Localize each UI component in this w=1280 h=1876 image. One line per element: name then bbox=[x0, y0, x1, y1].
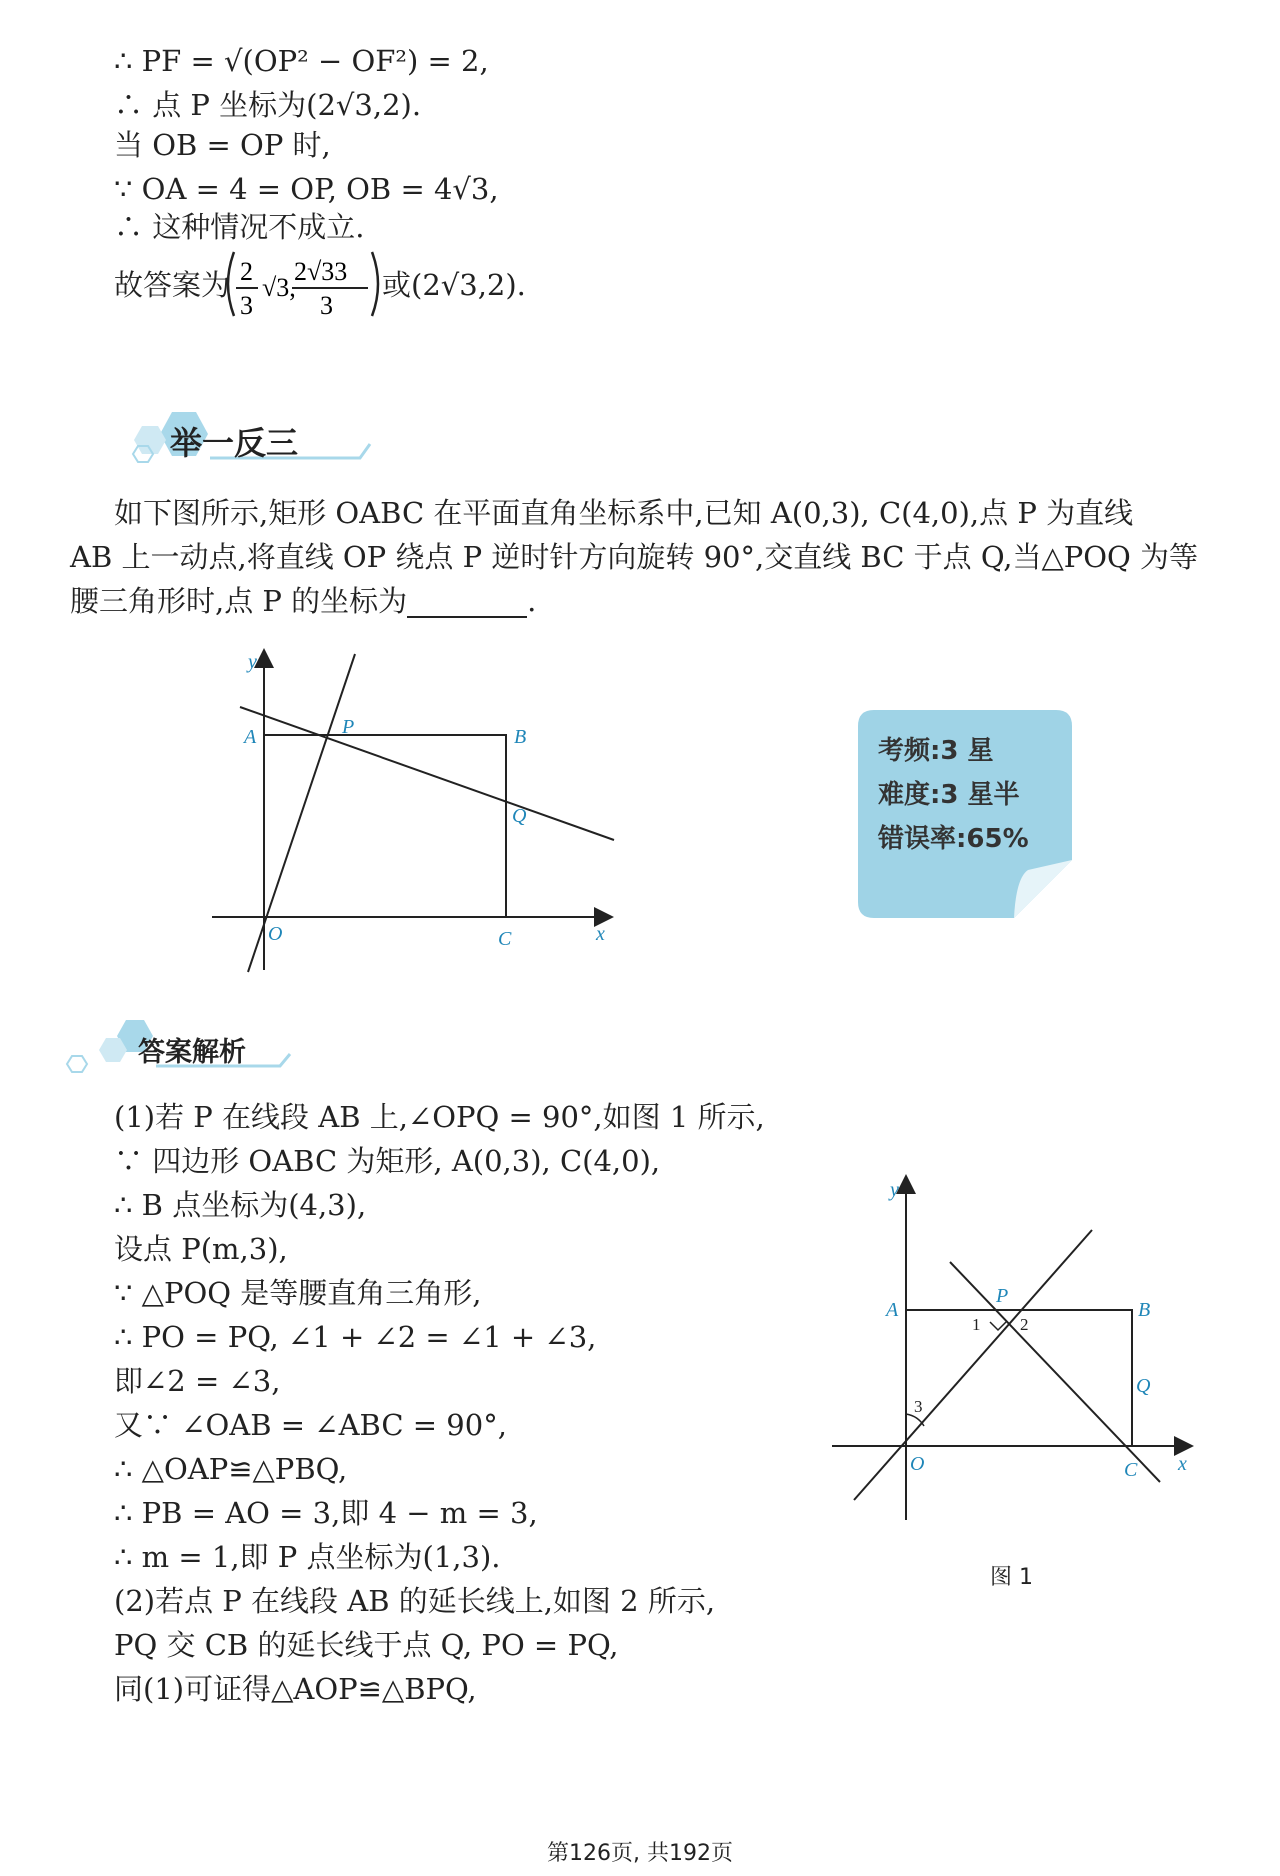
problem-line-3-text: 腰三角形时,点 P 的坐标为 bbox=[70, 584, 408, 618]
label-y: y bbox=[890, 1179, 899, 1201]
analysis-line-8: 又∵ ∠OAB = ∠ABC = 90°, bbox=[114, 1408, 507, 1442]
solution-line-3: 当 OB = OP 时, bbox=[114, 128, 331, 162]
analysis-line-5: ∵ △POQ 是等腰直角三角形, bbox=[114, 1276, 482, 1310]
label-x: x bbox=[596, 923, 605, 945]
analysis-line-4: 设点 P(m,3), bbox=[114, 1232, 288, 1266]
label-C: C bbox=[498, 928, 512, 950]
solution-line-4: ∵ OA = 4 = OP, OB = 4√3, bbox=[114, 172, 499, 206]
label-O: O bbox=[268, 923, 283, 945]
solution-line-2: ∴ 点 P 坐标为(2√3,2). bbox=[114, 88, 422, 122]
right-paren bbox=[372, 252, 378, 316]
figure-top bbox=[200, 640, 640, 980]
label-P: P bbox=[996, 1285, 1009, 1307]
label-O: O bbox=[910, 1453, 925, 1475]
frac1-tail: √3, bbox=[262, 273, 296, 302]
figure-1-caption: 图 1 bbox=[990, 1565, 1033, 1590]
practice-title: 举一反三 bbox=[170, 424, 299, 462]
frac2-den: 3 bbox=[320, 291, 333, 320]
page-footer: 第126页, 共192页 bbox=[547, 1841, 733, 1866]
rectangle-OABC bbox=[264, 735, 506, 917]
analysis-line-12: (2)若点 P 在线段 AB 的延长线上,如图 2 所示, bbox=[114, 1584, 716, 1618]
stat-difficulty: 难度:3 星半 bbox=[878, 780, 1020, 810]
rectangle-OABC bbox=[906, 1310, 1132, 1446]
analysis-line-7: 即∠2 = ∠3, bbox=[114, 1364, 281, 1398]
solution-line-1: ∴ PF = √(OP² − OF²) = 2, bbox=[114, 44, 489, 78]
label-P: P bbox=[342, 716, 355, 738]
label-y: y bbox=[248, 651, 257, 673]
label-angle-2: 2 bbox=[1020, 1315, 1029, 1334]
figure-1 bbox=[820, 1170, 1200, 1530]
label-angle-3: 3 bbox=[914, 1397, 923, 1416]
stat-frequency: 考频:3 星 bbox=[878, 736, 994, 766]
analysis-line-13: PQ 交 CB 的延长线于点 Q, PO = PQ, bbox=[114, 1628, 619, 1662]
analysis-line-11: ∴ m = 1,即 P 点坐标为(1,3). bbox=[114, 1540, 501, 1574]
left-paren bbox=[228, 252, 234, 316]
problem-line-2: AB 上一动点,将直线 OP 绕点 P 逆时针方向旋转 90°,交直线 BC 于点 Q,当△POQ 为等 bbox=[70, 540, 1199, 574]
answer-blank[interactable] bbox=[407, 590, 527, 618]
frac1-den: 3 bbox=[240, 291, 253, 320]
analysis-line-14: 同(1)可证得△AOP≌△BPQ, bbox=[114, 1672, 477, 1706]
problem-line-3 bbox=[70, 584, 536, 618]
analysis-line-9: ∴ △OAP≌△PBQ, bbox=[114, 1452, 348, 1486]
line-PQ bbox=[950, 1262, 1160, 1482]
solution-line-5: ∴ 这种情况不成立. bbox=[114, 210, 365, 244]
label-angle-1: 1 bbox=[972, 1315, 981, 1334]
problem-end: . bbox=[527, 584, 537, 618]
frac2-num: 2√33 bbox=[294, 257, 348, 286]
label-A: A bbox=[886, 1299, 899, 1321]
final-answer-prefix: 故答案为 bbox=[114, 268, 231, 302]
problem-line-1: 如下图所示,矩形 OABC 在平面直角坐标系中,已知 A(0,3), C(4,0),点 P 为直线 bbox=[114, 496, 1134, 530]
label-A: A bbox=[244, 726, 257, 748]
line-PQ bbox=[240, 707, 614, 840]
analysis-line-2: ∵ 四边形 OABC 为矩形, A(0,3), C(4,0), bbox=[114, 1144, 661, 1178]
label-C: C bbox=[1124, 1459, 1138, 1481]
stat-error-rate: 错误率:65% bbox=[878, 824, 1029, 854]
label-Q: Q bbox=[1136, 1375, 1151, 1397]
analysis-line-1: (1)若 P 在线段 AB 上,∠OPQ = 90°,如图 1 所示, bbox=[114, 1100, 765, 1134]
analysis-line-3: ∴ B 点坐标为(4,3), bbox=[114, 1188, 367, 1222]
label-B: B bbox=[1138, 1299, 1151, 1321]
analysis-line-6: ∴ PO = PQ, ∠1 + ∠2 = ∠1 + ∠3, bbox=[114, 1320, 597, 1354]
line-OP bbox=[854, 1230, 1092, 1500]
hex-icon-outline bbox=[67, 1056, 87, 1072]
frac1-num: 2 bbox=[240, 257, 253, 286]
label-B: B bbox=[514, 726, 527, 748]
label-Q: Q bbox=[512, 805, 527, 827]
final-answer-suffix: 或(2√3,2). bbox=[382, 268, 526, 302]
analysis-line-10: ∴ PB = AO = 3,即 4 − m = 3, bbox=[114, 1496, 538, 1530]
analysis-title: 答案解析 bbox=[138, 1037, 246, 1068]
label-x: x bbox=[1178, 1453, 1187, 1475]
